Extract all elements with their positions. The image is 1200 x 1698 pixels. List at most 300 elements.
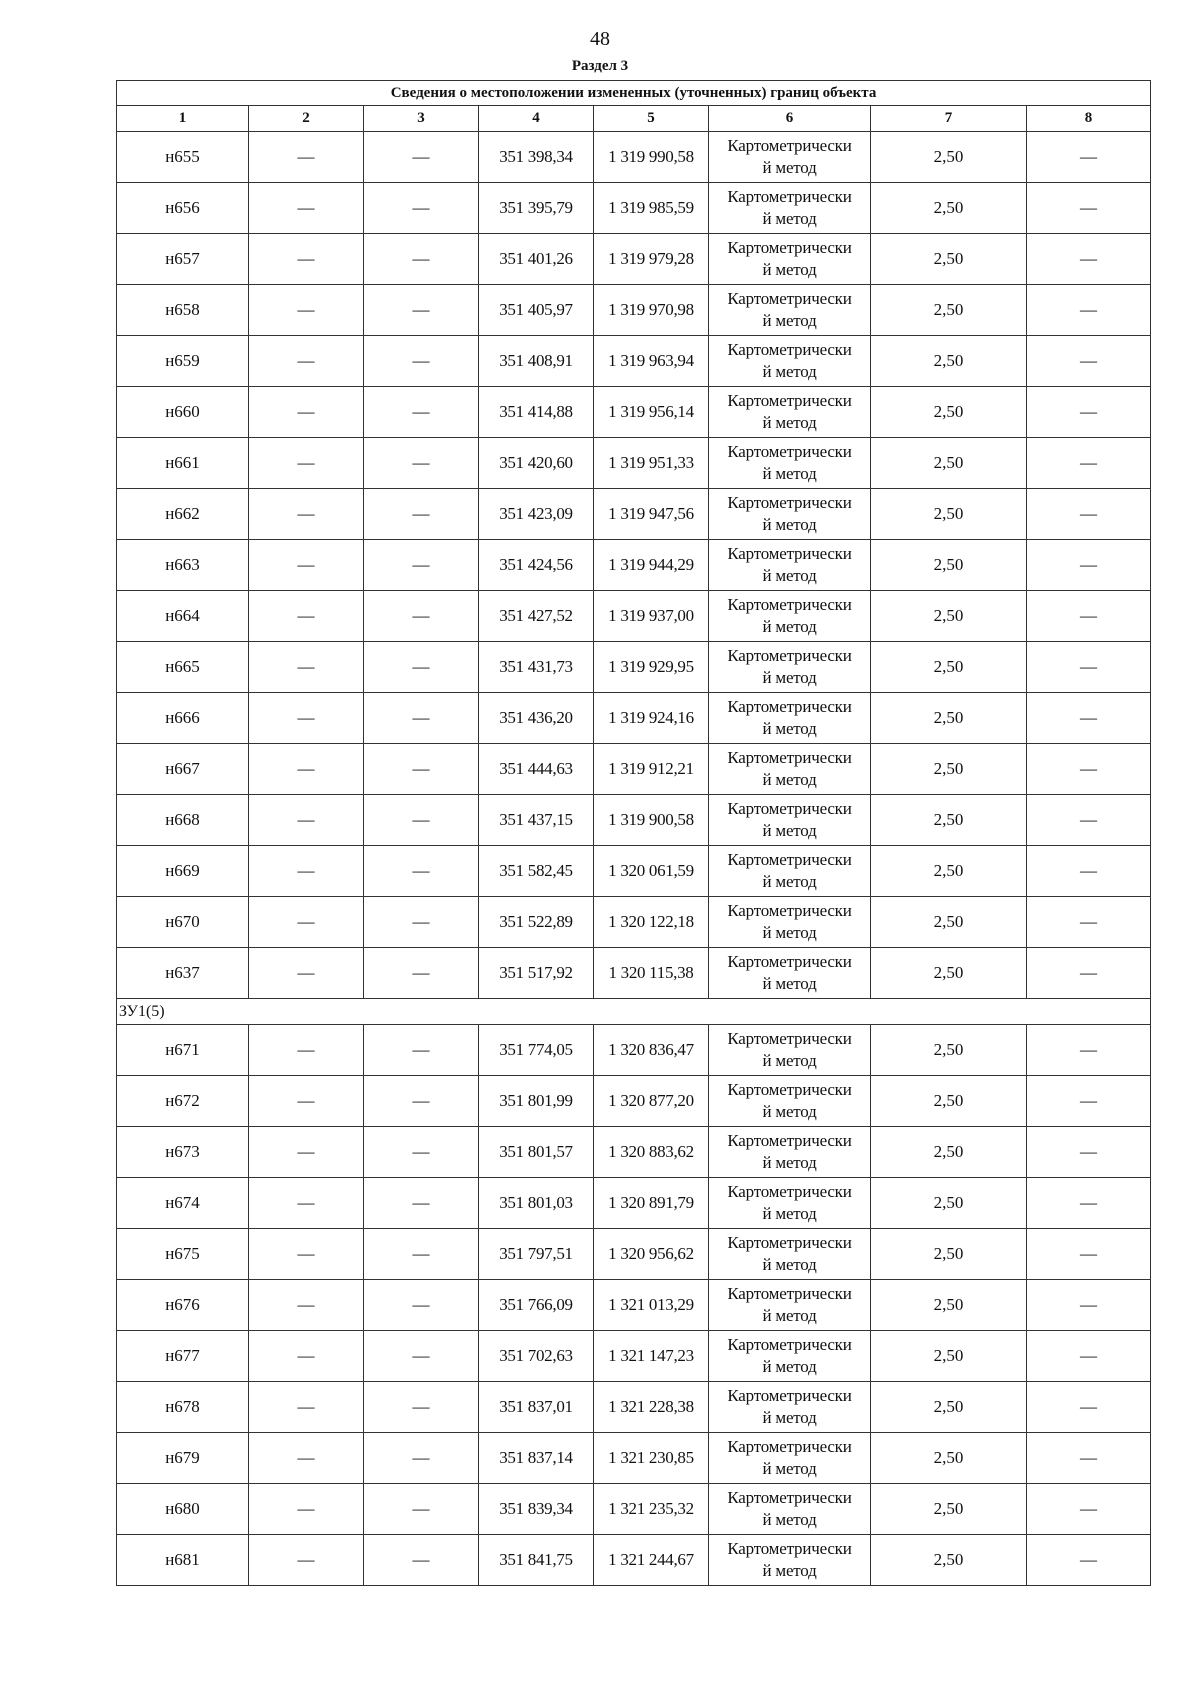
method-line-2: й метод [762,1357,817,1376]
point-number-cell: н681 [117,1535,249,1586]
method-cell [709,1178,871,1229]
empty-cell: — [364,336,479,387]
x-coordinate-cell: 351 401,26 [479,234,594,285]
accuracy-cell: 2,50 [871,642,1027,693]
accuracy-cell: 2,50 [871,1484,1027,1535]
empty-cell: — [364,489,479,540]
column-number: 4 [479,106,594,132]
table-row [117,795,1151,846]
method-cell [709,387,871,438]
empty-cell: — [249,744,364,795]
table-row [117,642,1151,693]
empty-cell: — [364,642,479,693]
empty-cell: — [364,1535,479,1586]
table-row [117,1229,1151,1280]
empty-cell: — [1027,336,1151,387]
empty-cell: — [249,1229,364,1280]
empty-cell: — [364,1076,479,1127]
empty-cell: — [364,438,479,489]
method-cell [709,1535,871,1586]
table-row [117,1484,1151,1535]
accuracy-cell: 2,50 [871,1127,1027,1178]
x-coordinate-cell: 351 427,52 [479,591,594,642]
point-number-cell: н658 [117,285,249,336]
method-line-2: й метод [762,1204,817,1223]
table-row [117,744,1151,795]
accuracy-cell: 2,50 [871,387,1027,438]
point-number-cell: н657 [117,234,249,285]
x-coordinate-cell: 351 766,09 [479,1280,594,1331]
empty-cell: — [1027,1076,1151,1127]
method-line-2: й метод [762,311,817,330]
x-coordinate-cell: 351 837,01 [479,1382,594,1433]
table-row [117,1127,1151,1178]
method-cell [709,1280,871,1331]
y-coordinate-cell: 1 320 956,62 [594,1229,709,1280]
column-number: 2 [249,106,364,132]
y-coordinate-cell: 1 319 979,28 [594,234,709,285]
point-number-cell: н669 [117,846,249,897]
empty-cell: — [249,387,364,438]
accuracy-cell: 2,50 [871,1535,1027,1586]
column-number: 8 [1027,106,1151,132]
y-coordinate-cell: 1 321 147,23 [594,1331,709,1382]
method-line-1: Картометрически [727,1131,852,1150]
method-line-1: Картометрически [727,1539,852,1558]
method-line-1: Картометрически [727,289,852,308]
method-line-1: Картометрически [727,1233,852,1252]
y-coordinate-cell: 1 319 963,94 [594,336,709,387]
method-line-2: й метод [762,923,817,942]
method-line-1: Картометрически [727,1488,852,1507]
empty-cell: — [1027,132,1151,183]
point-number-cell: н664 [117,591,249,642]
accuracy-cell: 2,50 [871,846,1027,897]
method-line-1: Картометрически [727,646,852,665]
empty-cell: — [249,1484,364,1535]
point-number-cell: н678 [117,1382,249,1433]
table-body [117,132,1151,1586]
empty-cell: — [364,591,479,642]
method-line-2: й метод [762,668,817,687]
empty-cell: — [249,1178,364,1229]
x-coordinate-cell: 351 444,63 [479,744,594,795]
table-caption: Сведения о местоположении измененных (уточненных) границ объекта [117,81,1151,106]
empty-cell: — [1027,591,1151,642]
method-cell [709,285,871,336]
empty-cell: — [1027,1280,1151,1331]
empty-cell: — [249,285,364,336]
x-coordinate-cell: 351 801,03 [479,1178,594,1229]
y-coordinate-cell: 1 320 061,59 [594,846,709,897]
empty-cell: — [1027,285,1151,336]
table-row [117,1535,1151,1586]
method-cell [709,234,871,285]
x-coordinate-cell: 351 774,05 [479,1025,594,1076]
method-line-2: й метод [762,413,817,432]
empty-cell: — [1027,1484,1151,1535]
table-row [117,1076,1151,1127]
empty-cell: — [249,693,364,744]
x-coordinate-cell: 351 420,60 [479,438,594,489]
method-line-2: й метод [762,1459,817,1478]
empty-cell: — [249,846,364,897]
point-number-cell: н679 [117,1433,249,1484]
method-line-2: й метод [762,464,817,483]
method-line-1: Картометрически [727,1437,852,1456]
empty-cell: — [1027,234,1151,285]
method-line-2: й метод [762,617,817,636]
method-cell [709,540,871,591]
empty-cell: — [364,285,479,336]
point-number-cell: н665 [117,642,249,693]
column-number: 5 [594,106,709,132]
table-row [117,1280,1151,1331]
accuracy-cell: 2,50 [871,795,1027,846]
table-row [117,183,1151,234]
accuracy-cell: 2,50 [871,897,1027,948]
y-coordinate-cell: 1 319 947,56 [594,489,709,540]
method-line-1: Картометрически [727,697,852,716]
accuracy-cell: 2,50 [871,132,1027,183]
empty-cell: — [364,1127,479,1178]
table-row [117,948,1151,999]
y-coordinate-cell: 1 319 912,21 [594,744,709,795]
method-cell [709,132,871,183]
column-number: 7 [871,106,1027,132]
point-number-cell: н675 [117,1229,249,1280]
x-coordinate-cell: 351 437,15 [479,795,594,846]
empty-cell: — [1027,1229,1151,1280]
method-line-1: Картометрически [727,493,852,512]
y-coordinate-cell: 1 319 985,59 [594,183,709,234]
y-coordinate-cell: 1 321 230,85 [594,1433,709,1484]
method-cell [709,642,871,693]
empty-cell: — [1027,387,1151,438]
method-line-1: Картометрически [727,595,852,614]
x-coordinate-cell: 351 431,73 [479,642,594,693]
x-coordinate-cell: 351 517,92 [479,948,594,999]
empty-cell: — [249,1382,364,1433]
empty-cell: — [1027,744,1151,795]
method-line-2: й метод [762,974,817,993]
method-line-1: Картометрически [727,187,852,206]
empty-cell: — [364,693,479,744]
table-row [117,591,1151,642]
y-coordinate-cell: 1 319 990,58 [594,132,709,183]
empty-cell: — [364,1280,479,1331]
empty-cell: — [364,540,479,591]
accuracy-cell: 2,50 [871,234,1027,285]
method-line-1: Картометрически [727,391,852,410]
accuracy-cell: 2,50 [871,285,1027,336]
method-cell [709,693,871,744]
table-row [117,1025,1151,1076]
y-coordinate-cell: 1 319 924,16 [594,693,709,744]
empty-cell: — [1027,489,1151,540]
method-line-2: й метод [762,770,817,789]
y-coordinate-cell: 1 319 944,29 [594,540,709,591]
accuracy-cell: 2,50 [871,183,1027,234]
point-number-cell: н660 [117,387,249,438]
point-number-cell: н676 [117,1280,249,1331]
table-row [117,285,1151,336]
point-number-cell: н656 [117,183,249,234]
table-row [117,132,1151,183]
method-line-2: й метод [762,821,817,840]
table-row [117,438,1151,489]
method-line-1: Картометрически [727,136,852,155]
point-number-cell: н680 [117,1484,249,1535]
point-number-cell: н663 [117,540,249,591]
empty-cell: — [1027,438,1151,489]
empty-cell: — [1027,1331,1151,1382]
accuracy-cell: 2,50 [871,1229,1027,1280]
group-label-row [117,999,1151,1025]
method-line-1: Картометрически [727,238,852,257]
empty-cell: — [249,1331,364,1382]
empty-cell: — [249,234,364,285]
accuracy-cell: 2,50 [871,1025,1027,1076]
accuracy-cell: 2,50 [871,1433,1027,1484]
method-cell [709,1229,871,1280]
table-row [117,234,1151,285]
table-row [117,336,1151,387]
method-line-1: Картометрически [727,340,852,359]
x-coordinate-cell: 351 839,34 [479,1484,594,1535]
method-line-2: й метод [762,158,817,177]
empty-cell: — [249,438,364,489]
empty-cell: — [249,132,364,183]
empty-cell: — [249,540,364,591]
method-line-1: Картометрически [727,799,852,818]
column-number: 1 [117,106,249,132]
y-coordinate-cell: 1 321 013,29 [594,1280,709,1331]
point-number-cell: н661 [117,438,249,489]
y-coordinate-cell: 1 320 122,18 [594,897,709,948]
empty-cell: — [1027,1535,1151,1586]
method-cell [709,1025,871,1076]
empty-cell: — [249,1280,364,1331]
column-number-row [117,106,1151,132]
method-cell [709,438,871,489]
table-row [117,1382,1151,1433]
method-line-2: й метод [762,1153,817,1172]
accuracy-cell: 2,50 [871,591,1027,642]
x-coordinate-cell: 351 522,89 [479,897,594,948]
empty-cell: — [1027,897,1151,948]
method-line-1: Картометрически [727,850,852,869]
point-number-cell: н668 [117,795,249,846]
empty-cell: — [1027,846,1151,897]
empty-cell: — [1027,948,1151,999]
method-cell [709,1076,871,1127]
method-line-2: й метод [762,872,817,891]
table-row [117,387,1151,438]
empty-cell: — [364,846,479,897]
y-coordinate-cell: 1 320 891,79 [594,1178,709,1229]
point-number-cell: н655 [117,132,249,183]
empty-cell: — [1027,1127,1151,1178]
y-coordinate-cell: 1 319 956,14 [594,387,709,438]
table-row [117,1433,1151,1484]
point-number-cell: н677 [117,1331,249,1382]
empty-cell: — [249,489,364,540]
column-number: 3 [364,106,479,132]
empty-cell: — [364,132,479,183]
table-row [117,1331,1151,1382]
y-coordinate-cell: 1 319 937,00 [594,591,709,642]
empty-cell: — [364,1331,479,1382]
table-row [117,897,1151,948]
x-coordinate-cell: 351 841,75 [479,1535,594,1586]
method-cell [709,489,871,540]
accuracy-cell: 2,50 [871,540,1027,591]
x-coordinate-cell: 351 405,97 [479,285,594,336]
empty-cell: — [364,1025,479,1076]
coordinates-table [116,80,1151,1586]
empty-cell: — [364,183,479,234]
empty-cell: — [1027,1025,1151,1076]
method-line-1: Картометрически [727,1335,852,1354]
method-line-2: й метод [762,1255,817,1274]
accuracy-cell: 2,50 [871,744,1027,795]
method-line-2: й метод [762,719,817,738]
method-line-2: й метод [762,1102,817,1121]
group-label: ЗУ1(5) [117,999,1151,1025]
x-coordinate-cell: 351 395,79 [479,183,594,234]
point-number-cell: н670 [117,897,249,948]
accuracy-cell: 2,50 [871,1280,1027,1331]
y-coordinate-cell: 1 320 883,62 [594,1127,709,1178]
empty-cell: — [1027,1433,1151,1484]
empty-cell: — [1027,795,1151,846]
point-number-cell: н666 [117,693,249,744]
x-coordinate-cell: 351 801,99 [479,1076,594,1127]
point-number-cell: н674 [117,1178,249,1229]
point-number-cell: н672 [117,1076,249,1127]
point-number-cell: н671 [117,1025,249,1076]
method-line-1: Картометрически [727,748,852,767]
y-coordinate-cell: 1 321 244,67 [594,1535,709,1586]
point-number-cell: н673 [117,1127,249,1178]
x-coordinate-cell: 351 408,91 [479,336,594,387]
empty-cell: — [1027,642,1151,693]
empty-cell: — [364,744,479,795]
empty-cell: — [364,387,479,438]
method-cell [709,1127,871,1178]
y-coordinate-cell: 1 319 970,98 [594,285,709,336]
method-cell [709,336,871,387]
accuracy-cell: 2,50 [871,1178,1027,1229]
empty-cell: — [249,1127,364,1178]
empty-cell: — [249,1076,364,1127]
x-coordinate-cell: 351 414,88 [479,387,594,438]
y-coordinate-cell: 1 320 836,47 [594,1025,709,1076]
method-cell [709,183,871,234]
empty-cell: — [249,948,364,999]
method-line-1: Картометрически [727,1182,852,1201]
method-cell [709,1433,871,1484]
y-coordinate-cell: 1 321 228,38 [594,1382,709,1433]
x-coordinate-cell: 351 436,20 [479,693,594,744]
empty-cell: — [249,336,364,387]
y-coordinate-cell: 1 319 951,33 [594,438,709,489]
accuracy-cell: 2,50 [871,948,1027,999]
method-line-2: й метод [762,1051,817,1070]
empty-cell: — [1027,1382,1151,1433]
accuracy-cell: 2,50 [871,336,1027,387]
empty-cell: — [364,948,479,999]
method-line-2: й метод [762,1561,817,1580]
empty-cell: — [249,642,364,693]
method-line-1: Картометрически [727,442,852,461]
column-number: 6 [709,106,871,132]
x-coordinate-cell: 351 582,45 [479,846,594,897]
x-coordinate-cell: 351 398,34 [479,132,594,183]
method-cell [709,1331,871,1382]
table-row [117,846,1151,897]
empty-cell: — [249,795,364,846]
empty-cell: — [364,234,479,285]
empty-cell: — [364,1229,479,1280]
method-cell [709,948,871,999]
y-coordinate-cell: 1 321 235,32 [594,1484,709,1535]
y-coordinate-cell: 1 320 877,20 [594,1076,709,1127]
method-line-2: й метод [762,362,817,381]
y-coordinate-cell: 1 319 900,58 [594,795,709,846]
x-coordinate-cell: 351 424,56 [479,540,594,591]
method-line-1: Картометрически [727,1029,852,1048]
point-number-cell: н662 [117,489,249,540]
empty-cell: — [249,1535,364,1586]
point-number-cell: н659 [117,336,249,387]
empty-cell: — [1027,693,1151,744]
x-coordinate-cell: 351 797,51 [479,1229,594,1280]
section-title: Раздел 3 [571,58,629,74]
empty-cell: — [1027,1178,1151,1229]
method-line-2: й метод [762,515,817,534]
method-line-2: й метод [762,1510,817,1529]
method-cell [709,1484,871,1535]
method-line-1: Картометрически [727,952,852,971]
y-coordinate-cell: 1 319 929,95 [594,642,709,693]
empty-cell: — [364,1484,479,1535]
method-line-1: Картометрически [727,544,852,563]
method-line-2: й метод [762,1408,817,1427]
method-line-2: й метод [762,209,817,228]
empty-cell: — [364,1382,479,1433]
x-coordinate-cell: 351 801,57 [479,1127,594,1178]
method-line-2: й метод [762,1306,817,1325]
method-cell [709,744,871,795]
empty-cell: — [249,1433,364,1484]
table-row [117,1178,1151,1229]
accuracy-cell: 2,50 [871,438,1027,489]
table-row [117,489,1151,540]
table-row [117,693,1151,744]
table-row [117,540,1151,591]
page-number: 48 [590,28,610,50]
method-line-2: й метод [762,260,817,279]
y-coordinate-cell: 1 320 115,38 [594,948,709,999]
empty-cell: — [364,795,479,846]
accuracy-cell: 2,50 [871,1331,1027,1382]
accuracy-cell: 2,50 [871,1076,1027,1127]
method-line-1: Картометрически [727,1386,852,1405]
method-line-1: Картометрически [727,901,852,920]
empty-cell: — [249,183,364,234]
